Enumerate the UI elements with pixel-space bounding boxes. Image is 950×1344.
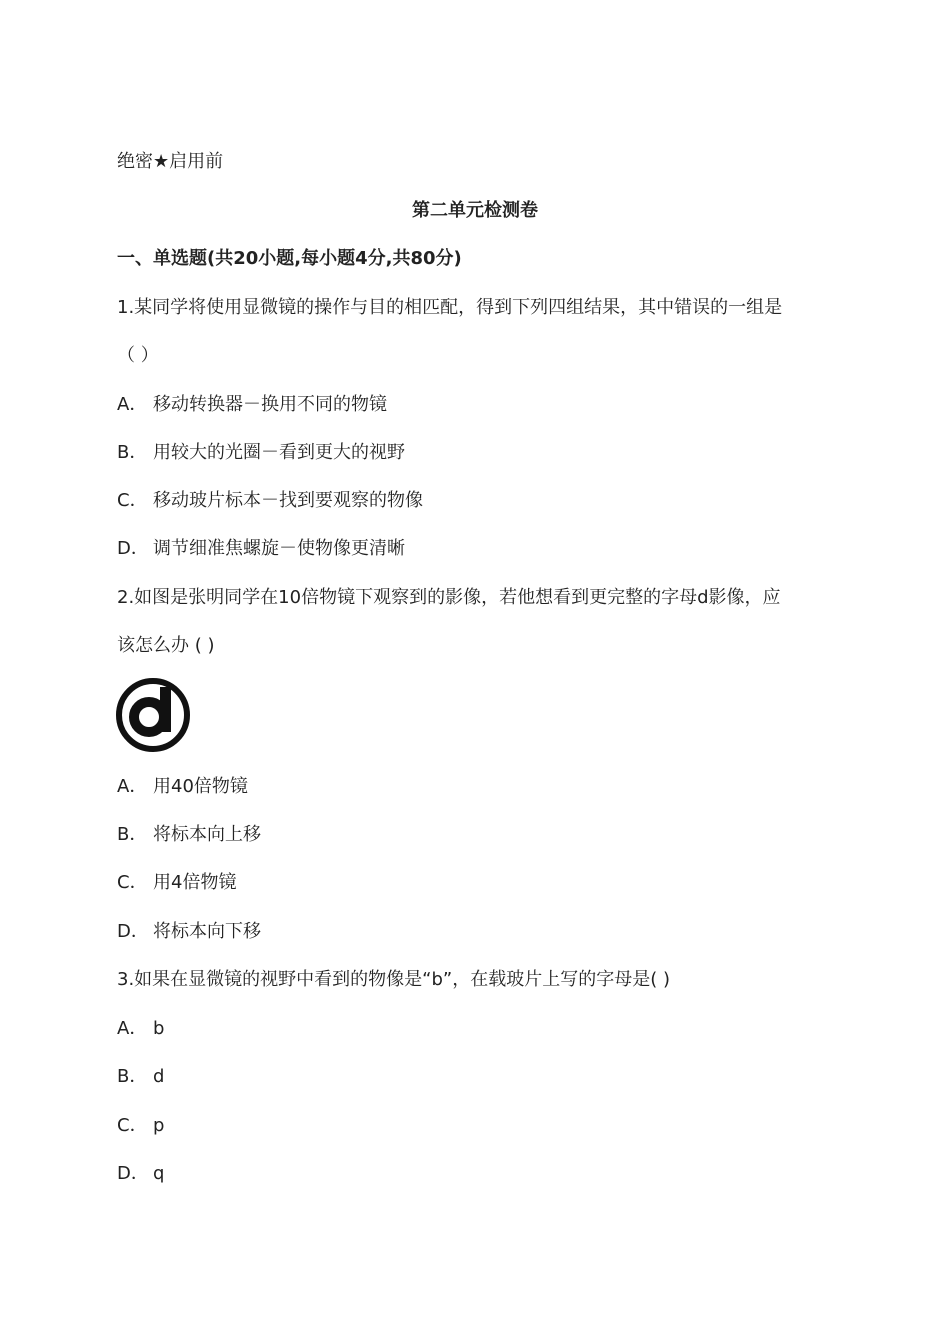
option-text: 将标本向下移 <box>153 921 261 942</box>
question-2-option-b <box>117 823 261 847</box>
option-letter: D． <box>117 538 149 559</box>
option-letter: C． <box>117 1115 148 1136</box>
option-letter: A． <box>117 1018 148 1039</box>
option-text: 将标本向上移 <box>153 824 261 845</box>
question-3-option-b <box>117 1065 164 1089</box>
option-text: p <box>153 1115 165 1136</box>
question-2-stem-continued: 该怎么办 ( ) <box>117 635 215 656</box>
question-1-option-c <box>117 489 423 513</box>
option-text: 移动转换器－换用不同的物镜 <box>153 394 387 415</box>
option-text: 用较大的光圈－看到更大的视野 <box>153 442 405 463</box>
option-letter: D． <box>117 921 149 942</box>
question-2-option-c <box>117 871 236 895</box>
question-3-option-a <box>117 1017 164 1041</box>
option-letter: B． <box>117 824 148 845</box>
option-text: d <box>153 1066 165 1087</box>
option-letter: B． <box>117 1066 148 1087</box>
question-1-option-b <box>117 441 405 465</box>
page-title: 第二单元检测卷 <box>412 200 538 221</box>
question-3-option-d <box>117 1162 164 1186</box>
question-2-option-a <box>117 775 248 799</box>
confidential-label: 绝密★启用前 <box>117 151 224 172</box>
option-text: b <box>153 1018 165 1039</box>
question-2-stem: 2.如图是张明同学在10倍物镜下观察到的影像，若他想看到更完整的字母d影像，应 <box>117 587 781 608</box>
question-1-option-a <box>117 393 387 417</box>
question-1-stem: 1.某同学将使用显微镜的操作与目的相匹配，得到下列四组结果，其中错误的一组是 <box>117 297 783 318</box>
question-3-stem: 3.如果在显微镜的视野中看到的物像是“b”，在载玻片上写的字母是( ) <box>117 969 671 990</box>
option-text: 移动玻片标本－找到要观察的物像 <box>153 490 423 511</box>
section-heading: 一、单选题(共20小题,每小题4分,共80分) <box>117 248 462 269</box>
option-text: 用40倍物镜 <box>153 776 248 797</box>
option-letter: A． <box>117 394 148 415</box>
question-3-option-c <box>117 1114 164 1138</box>
option-letter: B． <box>117 442 148 463</box>
option-letter: C． <box>117 872 148 893</box>
option-letter: A． <box>117 776 148 797</box>
option-letter: D． <box>117 1163 149 1184</box>
option-text: 用4倍物镜 <box>153 872 237 893</box>
option-text: q <box>153 1163 165 1184</box>
option-text: 调节细准焦螺旋－使物像更清晰 <box>153 538 405 559</box>
question-1-option-d <box>117 537 405 561</box>
question-1-answer-blank: （ ） <box>117 345 159 366</box>
option-letter: C． <box>117 490 148 511</box>
question-2-option-d <box>117 920 261 944</box>
microscope-field-letter-d-icon <box>115 677 191 753</box>
